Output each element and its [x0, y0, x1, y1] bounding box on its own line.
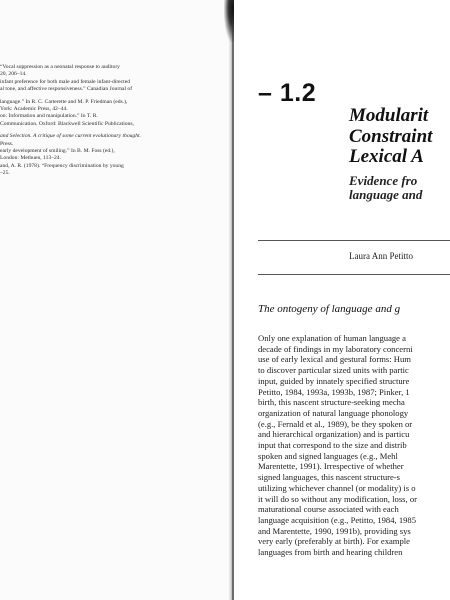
reference-line: Communication. Oxford: Blackwell Scientific Publications,	[0, 120, 134, 127]
body-line: maturational course associated with each	[258, 504, 399, 515]
body-line: use of early lexical and gestural forms: Hum	[258, 354, 411, 365]
reference-line: on: Information and manipulation.” In T. R.	[0, 113, 98, 120]
reference-list	[0, 64, 228, 178]
body-line: and Marentette, 1990, 1991b), providing sys	[258, 525, 411, 536]
body-paragraph	[258, 333, 450, 558]
reference-line: infant preference for both male and female infant-directed	[0, 78, 130, 85]
body-line: language acquisition (e.g., Petitto, 1984, 1985	[258, 514, 417, 525]
reference-line: “Vocal suppression as a neonatal response to auditory	[0, 64, 120, 70]
body-line: decade of findings in my laboratory concerni	[258, 343, 413, 354]
body-line: it will do so without any modification, loss, or	[258, 493, 417, 504]
chapter-title	[349, 106, 450, 168]
title-line: Lexical A	[349, 146, 424, 167]
body-line: input that correspond to the size and distrib	[258, 440, 407, 451]
reference-line: London: Methuen, 113–24.	[0, 155, 62, 162]
body-line: to discover particular sized units with partic	[258, 365, 409, 376]
author-name: Laura Ann Petitto	[349, 251, 413, 261]
body-line: birth, this nascent structure-seeking mecha	[258, 397, 405, 408]
section-heading: The ontogeny of language and g	[258, 303, 401, 315]
reference-line: –25.	[0, 170, 10, 177]
reference-line: and Selection. A critique of some current evolutionary thought.	[0, 133, 141, 140]
reference-line: Press.	[0, 140, 14, 147]
author-rule-top	[258, 240, 450, 241]
body-line: and hierarchical organization) and is particu	[258, 429, 410, 440]
reference-line: early development of smiling.” In B. M. Foss (ed.),	[0, 148, 115, 155]
body-line: languages from birth and hearing children	[258, 547, 403, 558]
author-rule-bottom	[258, 274, 450, 275]
body-line: input, guided by innately specified structure	[258, 375, 410, 386]
body-line: Only one explanation of human language a	[258, 333, 406, 343]
body-line: utilizing whichever channel (or modality) is o	[258, 482, 416, 493]
subtitle-line: language and	[349, 187, 423, 202]
reference-line: York: Academic Press, 42–44.	[0, 106, 68, 113]
title-line: Constraint	[349, 125, 433, 147]
subtitle-line: Evidence fro	[349, 173, 418, 188]
title-line: Modularit	[349, 105, 429, 126]
reference-line: al tone, and affective responsiveness.” Canadian Journal of	[0, 86, 133, 93]
body-line: very early (preferably at birth). For example	[258, 536, 410, 547]
chapter-subtitle	[349, 174, 450, 202]
body-line: signed languages, this nascent structure-s	[258, 472, 400, 483]
reference-line: 20, 206–14.	[0, 71, 27, 78]
body-line: (e.g., Fernald et al., 1989), be they spoken or	[258, 418, 413, 429]
body-line: Marentette, 1991). Irrespective of whether	[258, 461, 404, 472]
body-line: Petitto, 1984, 1993a, 1993b, 1987; Pinker, 1	[258, 386, 410, 397]
body-line: organization of natural language phonology	[258, 407, 409, 418]
chapter-number: – 1.2	[258, 79, 317, 107]
reference-line: and, A. R. (1978). “Frequency discrimination by young	[0, 162, 124, 169]
reference-line: language.” In R. C. Carterette and M. P. Friedman (eds.),	[0, 98, 128, 105]
body-line: spoken and signed languages (e.g., Mehl	[258, 450, 398, 461]
